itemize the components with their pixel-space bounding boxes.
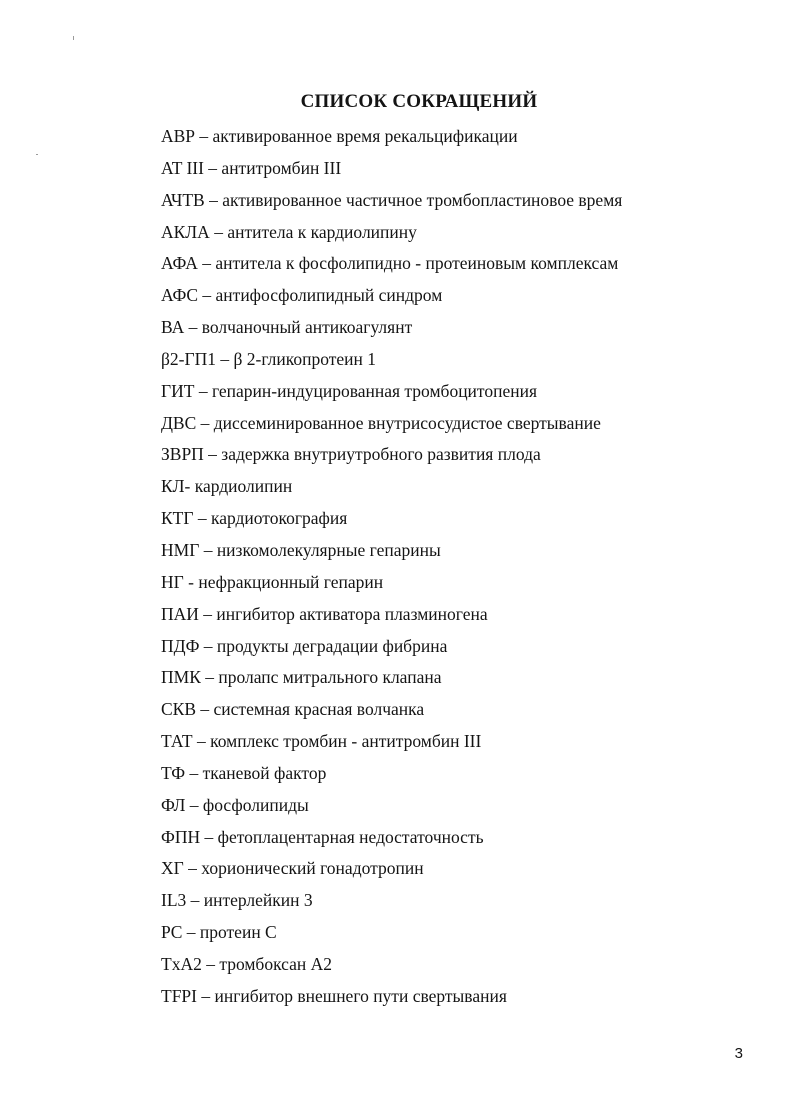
abbreviation-list [161, 122, 622, 1014]
abbreviation-item: АЧТВ – активированное частичное тромбопластиновое время [161, 189, 623, 210]
abbreviation-item: TFPI – ингибитор внешнего пути свертывания [161, 985, 507, 1006]
abbreviation-item: СКВ – системная красная волчанка [161, 699, 425, 720]
abbreviation-item: НМГ – низкомолекулярные гепарины [161, 539, 441, 560]
page-number: 3 [734, 1045, 743, 1062]
abbreviation-item: НГ - нефракционный гепарин [161, 571, 384, 592]
scan-speck [73, 36, 74, 40]
abbreviation-item: ПМК – пролапс митрального клапана [161, 667, 442, 688]
abbreviation-item: АКЛА – антитела к кардиолипину [161, 221, 417, 242]
abbreviation-item: ХГ – хорионический гонадотропин [161, 858, 424, 879]
abbreviation-item: АФА – антитела к фосфолипидно - протеиновым комплексам [161, 253, 619, 274]
abbreviation-item: ГИТ – гепарин-индуцированная тромбоцитопения [161, 380, 538, 401]
abbreviation-item: АВР – активированное время рекальцификации [161, 126, 518, 146]
abbreviation-item: ФПН – фетоплацентарная недостаточность [161, 826, 484, 847]
abbreviation-item: ПДФ – продукты деградации фибрина [161, 635, 448, 656]
abbreviation-item: TxA2 – тромбоксан А2 [161, 953, 333, 974]
abbreviation-item: ВА – волчаночный антикоагулянт [161, 317, 413, 338]
abbreviation-item: ТАТ – комплекс тромбин - антитромбин III [161, 731, 482, 752]
abbreviation-item: ЗВРП – задержка внутриутробного развития плода [161, 444, 541, 465]
abbreviation-item: АФС – антифосфолипидный синдром [161, 285, 443, 306]
page-title: СПИСОК СОКРАЩЕНИЙ [300, 91, 538, 112]
abbreviation-item: ФЛ – фосфолипиды [161, 794, 309, 815]
abbreviation-item: AT III – антитромбин III [161, 157, 342, 178]
abbreviation-item: ДВС – диссеминированное внутрисосудистое свертывание [161, 412, 601, 433]
scan-speck [36, 154, 38, 155]
abbreviation-item: IL3 – интерлейкин 3 [161, 890, 313, 911]
abbreviation-item: PC – протеин С [161, 922, 277, 943]
abbreviation-item: КТГ – кардиотокография [161, 508, 348, 529]
abbreviation-item: ТФ – тканевой фактор [161, 762, 327, 783]
abbreviation-item: β2-ГП1 – β 2-гликопротеин 1 [161, 348, 376, 369]
abbreviation-item: ПАИ – ингибитор активатора плазминогена [161, 603, 488, 624]
abbreviation-item: КЛ- кардиолипин [161, 476, 293, 497]
